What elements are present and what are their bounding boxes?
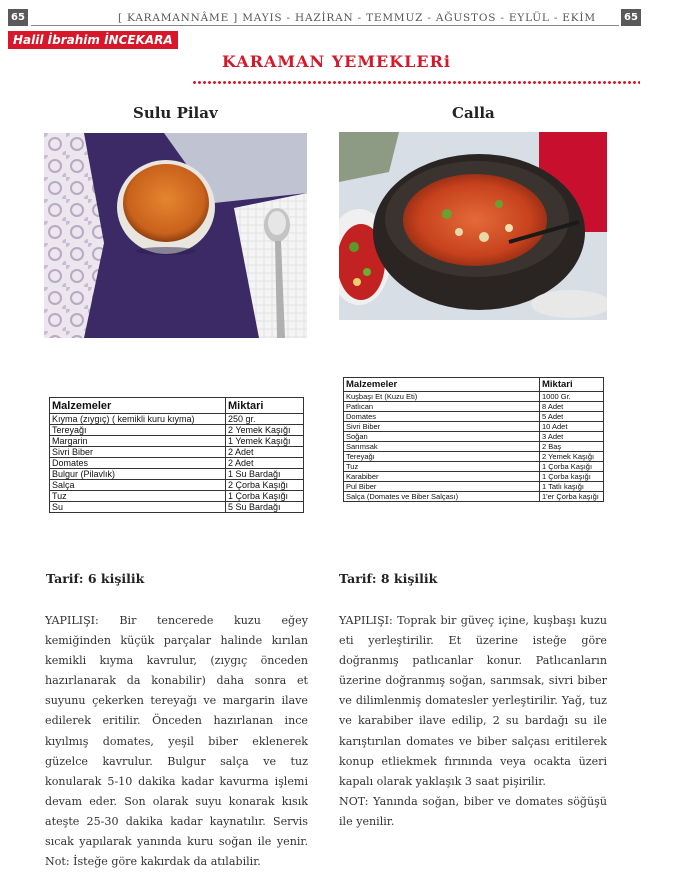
page-number-right: 65 xyxy=(621,9,641,26)
quantity-cell: 250 gr. xyxy=(226,414,304,425)
running-title: [ KARAMANNÂME ] MAYIS - HAZİRAN - TEMMUZ - AĞUSTOS - EYLÜL - EKİM xyxy=(118,12,596,24)
instructions-calla xyxy=(339,611,607,832)
ingredient-cell: Tereyağı xyxy=(50,425,226,436)
quantity-cell: 2 Çorba Kaşığı xyxy=(226,480,304,491)
table-row xyxy=(50,414,304,425)
table-row xyxy=(50,425,304,436)
quantity-cell: 2 Yemek Kaşığı xyxy=(226,425,304,436)
quantity-cell: 5 Adet xyxy=(540,412,604,422)
section-title: KARAMAN YEMEKLERi xyxy=(222,52,451,71)
ingredients-table-sulu-pilav xyxy=(49,397,304,513)
table-header-row xyxy=(344,378,604,392)
quantity-cell: 1 Çorba kaşığı xyxy=(540,472,604,482)
table-row xyxy=(344,422,604,432)
column-header-ingredient: Malzemeler xyxy=(344,378,540,392)
calla-photo xyxy=(339,132,607,320)
instructions-paragraph: YAPILIŞI: Bir tencerede kuzu eğey kemiğinden küçük parçalar halinde kırılan kemikli kıyma kavrulur, (zıygıç önceden hazırlanarak da konabilir) daha sonra et suyunu çekerken tereyağı ve margarin ilave edilerek eritilir. Önceden hazırlanan ince kıyılmış domates, yeşil biber eklenerek güzelce kavrulur. Bulgur salça ve tuz konularak 5-10 dakika kadar kavurma işlemi devam eder. Son olarak suyu konarak kısık ateşte 25-30 dakika kadar kaynatılır. Servis sıcak yapılarak yanında kuru soğan ile yenir. Not: İsteğe göre kakırdak da atılabilir. xyxy=(45,614,308,869)
quantity-cell: 2 Adet xyxy=(226,447,304,458)
instructions-sulu-pilav xyxy=(45,611,308,872)
ingredient-cell: Margarin xyxy=(50,436,226,447)
table-row xyxy=(50,480,304,491)
ingredient-cell: Sivri Biber xyxy=(344,422,540,432)
quantity-cell: 2 Baş xyxy=(540,442,604,452)
ingredient-cell: Sarımsak xyxy=(344,442,540,452)
ingredient-cell: Karabiber xyxy=(344,472,540,482)
ingredient-cell: Tuz xyxy=(50,491,226,502)
table-row xyxy=(50,436,304,447)
ingredient-cell: Kıyma (zıygıç) ( kemikli kuru kıyma) xyxy=(50,414,226,425)
table-row xyxy=(50,469,304,480)
quantity-cell: 2 Yemek Kaşığı xyxy=(540,452,604,462)
table-row xyxy=(344,482,604,492)
ingredient-cell: Bulgur (Pilavlık) xyxy=(50,469,226,480)
ingredients-table-calla xyxy=(343,377,604,502)
author-badge: Halil İbrahim İNCEKARA xyxy=(8,31,178,49)
ingredient-cell: Soğan xyxy=(344,432,540,442)
table-header-row xyxy=(50,398,304,414)
table-row xyxy=(344,392,604,402)
dish-title-sulu-pilav: Sulu Pilav xyxy=(133,104,218,122)
quantity-cell: 8 Adet xyxy=(540,402,604,412)
ingredient-cell: Salça (Domates ve Biber Salçası) xyxy=(344,492,540,502)
table-row xyxy=(50,491,304,502)
quantity-cell: 3 Adet xyxy=(540,432,604,442)
table-row xyxy=(50,502,304,513)
ingredient-cell: Domates xyxy=(50,458,226,469)
serving-size-calla: Tarif: 8 kişilik xyxy=(339,571,438,586)
ingredient-cell: Tereyağı xyxy=(344,452,540,462)
recipe-note: NOT: Yanında soğan, biber ve domates söğüşü ile yenilir. xyxy=(339,794,607,828)
table-row xyxy=(344,442,604,452)
dish-title-calla: Calla xyxy=(452,104,495,122)
quantity-cell: 1 Çorba Kaşığı xyxy=(226,491,304,502)
column-header-ingredient: Malzemeler xyxy=(50,398,226,414)
quantity-cell: 1 Tatlı kaşığı xyxy=(540,482,604,492)
table-row xyxy=(344,432,604,442)
quantity-cell: 2 Adet xyxy=(226,458,304,469)
table-row xyxy=(344,452,604,462)
sulu-pilav-photo xyxy=(44,133,307,338)
dotted-divider xyxy=(192,80,640,85)
quantity-cell: 1'er Çorba kaşığı xyxy=(540,492,604,502)
table-row xyxy=(344,412,604,422)
ingredient-cell: Sivri Biber xyxy=(50,447,226,458)
table-row xyxy=(344,472,604,482)
page-number-left: 65 xyxy=(8,9,28,26)
ingredient-cell: Su xyxy=(50,502,226,513)
quantity-cell: 1000 Gr. xyxy=(540,392,604,402)
instructions-paragraph: YAPILIŞI: Toprak bir güveç içine, kuşbaşı kuzu eti yerleştirilir. Et üzerine isteğe göre doğranmış patlıcanlar konur. Patlıcanların üzerine doğranmış soğan, sarımsak, sivri biber ve dilimlenmiş domatesler yerleştirilir. Yağ, tuz ve karabiber ilave edilip, 2 su bardağı su ile karıştırılan domates ve biber salçası eritilerek konup etliekmek fırınında veya ocakta üzeri kapalı olarak yaklaşık 3 saat pişirilir. xyxy=(339,614,607,788)
column-header-quantity: Miktari xyxy=(226,398,304,414)
ingredient-cell: Pul Biber xyxy=(344,482,540,492)
ingredient-cell: Tuz xyxy=(344,462,540,472)
quantity-cell: 10 Adet xyxy=(540,422,604,432)
quantity-cell: 1 Su Bardağı xyxy=(226,469,304,480)
serving-size-sulu-pilav: Tarif: 6 kişilik xyxy=(46,571,145,586)
quantity-cell: 5 Su Bardağı xyxy=(226,502,304,513)
quantity-cell: 1 Yemek Kaşığı xyxy=(226,436,304,447)
ingredient-cell: Patlıcan xyxy=(344,402,540,412)
ingredient-cell: Domates xyxy=(344,412,540,422)
table-row xyxy=(344,462,604,472)
table-row xyxy=(50,458,304,469)
column-header-quantity: Miktari xyxy=(540,378,604,392)
ingredient-cell: Kuşbaşı Et (Kuzu Eti) xyxy=(344,392,540,402)
table-row xyxy=(344,492,604,502)
ingredient-cell: Salça xyxy=(50,480,226,491)
table-row xyxy=(344,402,604,412)
quantity-cell: 1 Çorba Kaşığı xyxy=(540,462,604,472)
table-row xyxy=(50,447,304,458)
